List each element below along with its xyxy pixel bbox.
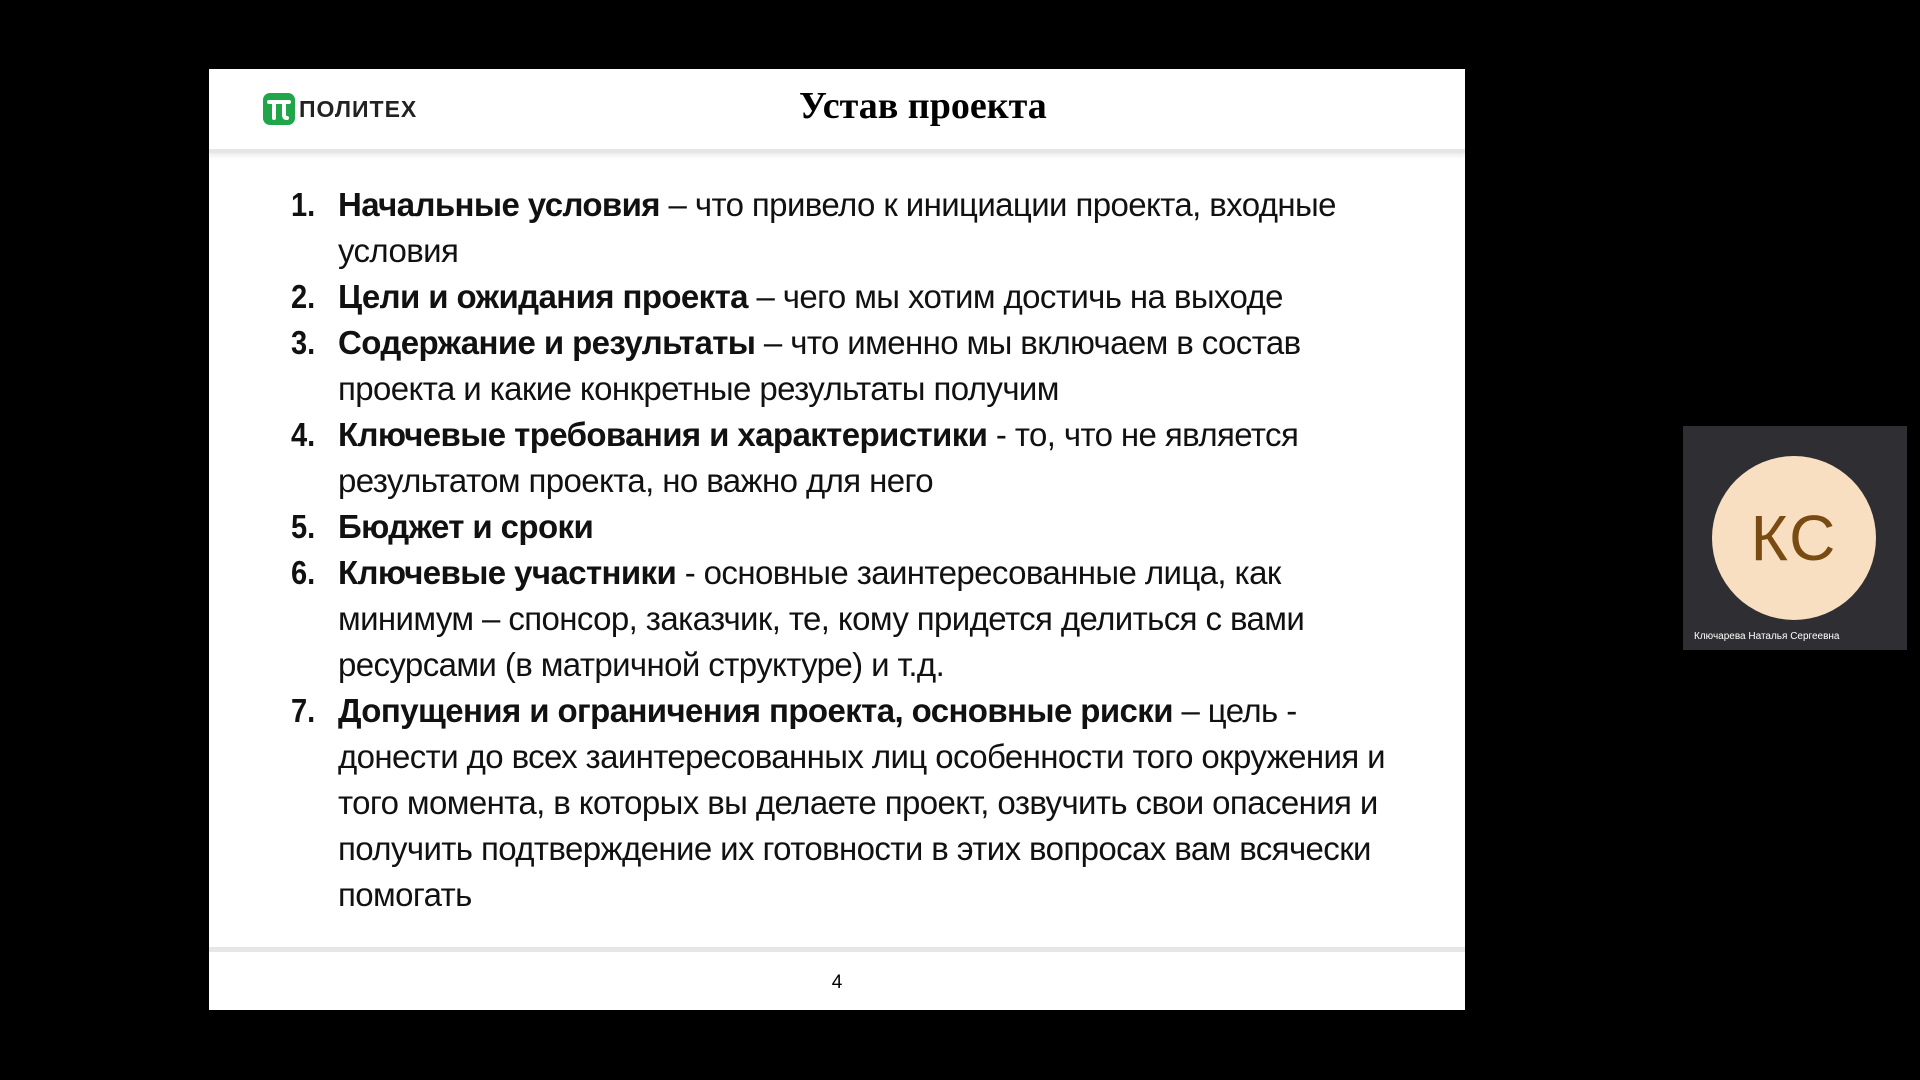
slide-title: Устав проекта — [799, 85, 1047, 127]
list-item — [291, 412, 1421, 504]
slide-header — [209, 69, 1465, 153]
item-heading: Бюджет и сроки — [338, 508, 594, 545]
item-number: 2. — [291, 278, 316, 315]
item-heading: Допущения и ограничения проекта, основные риски — [338, 692, 1173, 729]
item-description: – цель - донести до всех заинтересованных лиц особенности того окружения и того момента, в которых вы делаете проект, озвучить свои опасения и получить подтверждение их готовности в этих вопросах вам всячески помогать — [338, 692, 1386, 913]
avatar: КС — [1712, 456, 1876, 620]
item-number: 3. — [291, 324, 316, 361]
politech-logo-icon — [263, 93, 295, 125]
item-description: – чего мы хотим достичь на выходе — [747, 278, 1283, 315]
participant-name: Ключарева Наталья Сергеевна — [1694, 631, 1840, 642]
item-description: - то, что не является результатом проекта, но важно для него — [338, 416, 1299, 499]
item-number: 1. — [291, 186, 316, 223]
footer-divider — [209, 947, 1465, 952]
list-item — [291, 182, 1421, 274]
list-item — [291, 274, 1421, 320]
item-description: – что именно мы включаем в состав проекта и какие конкретные результаты получим — [338, 324, 1301, 407]
item-number: 6. — [291, 554, 316, 591]
charter-items-list — [291, 182, 1421, 918]
presentation-slide — [209, 69, 1465, 1010]
logo-text: ПОЛИТЕХ — [299, 96, 418, 122]
item-number: 7. — [291, 692, 316, 729]
item-heading: Ключевые требования и характеристики — [338, 416, 988, 453]
item-number: 5. — [291, 508, 316, 545]
participant-video-tile[interactable] — [1683, 426, 1907, 650]
list-item — [291, 688, 1421, 918]
item-heading: Содержание и результаты — [338, 324, 756, 361]
item-heading: Ключевые участники — [338, 554, 677, 591]
item-heading: Цели и ожидания проекта — [338, 278, 748, 315]
list-item — [291, 550, 1421, 688]
list-item — [291, 320, 1421, 412]
politech-logo — [263, 93, 417, 125]
item-number: 4. — [291, 416, 316, 453]
item-description: – что привело к инициации проекта, входные условия — [338, 186, 1336, 269]
page-number: 4 — [831, 972, 843, 993]
list-item — [291, 504, 1421, 550]
item-description: - основные заинтересованные лица, как минимум – спонсор, заказчик, те, кому придется делиться с вами ресурсами (в матричной структуре) и т.д. — [338, 554, 1305, 683]
item-heading: Начальные условия — [338, 186, 660, 223]
